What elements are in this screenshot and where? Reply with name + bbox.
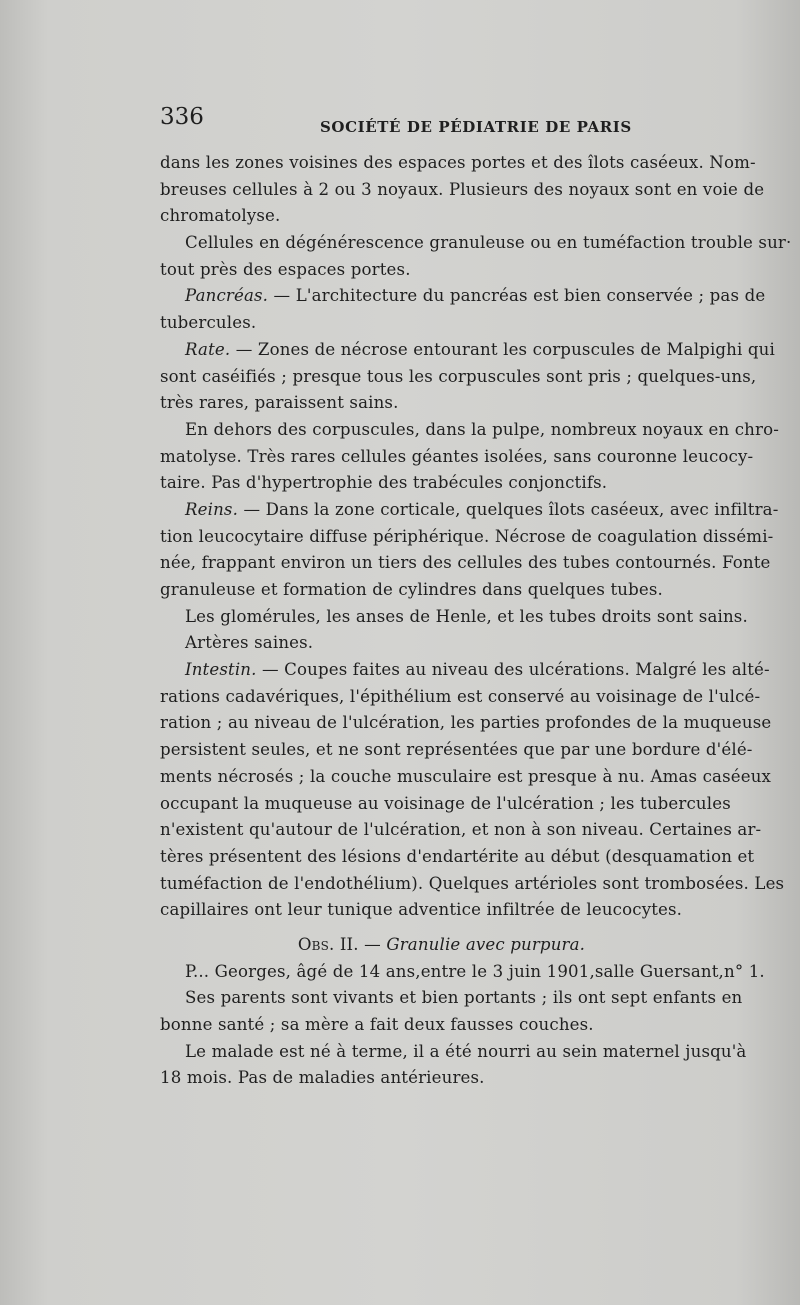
text-line: persistent seules, et ne sont représentées que par une bordure d'élé-: [160, 740, 753, 760]
text-line: très rares, paraissent sains.: [160, 393, 399, 413]
text-line: tion leucocytaire diffuse périphérique. Nécrose de coagulation dissémi-: [160, 526, 774, 546]
text-line: En dehors des corpuscules, dans la pulpe, nombreux noyaux en chro-: [185, 419, 780, 439]
text-line: — Dans la zone corticale, quelques îlots caséeux, avec infiltra-: [243, 499, 779, 519]
text-line: — Coupes faites au niveau des ulcérations. Malgré les alté-: [261, 660, 770, 680]
text-line: tuméfaction de l'endothélium). Quelques artérioles sont trombosées. Les: [160, 873, 785, 893]
text-line: occupant la muqueuse au voisinage de l'ulcération ; les tubercules: [160, 793, 731, 813]
text-line: Cellules en dégénérescence granuleuse ou en tuméfaction trouble sur·: [185, 233, 792, 253]
observation-heading: [160, 932, 723, 959]
text-line: née, frappant environ un tiers des cellules des tubes contournés. Fonte: [160, 553, 771, 573]
text-line: tubercules.: [160, 313, 257, 333]
text-line: Artères saines.: [185, 633, 314, 653]
observation-label: Obs. II.: [297, 934, 359, 954]
text-line: breuses cellules à 2 ou 3 noyaux. Plusieurs des noyaux sont en voie de: [160, 179, 765, 199]
text-line: bonne santé ; sa mère a fait deux fausses couches.: [160, 1015, 594, 1034]
text-line: tères présentent des lésions d'endartérite au début (desquamation et: [160, 846, 755, 866]
text-line: 18 mois. Pas de maladies antérieures.: [160, 1068, 485, 1088]
text-line: matolyse. Très rares cellules géantes isolées, sans couronne leucocy-: [160, 446, 754, 466]
heading-reins: Reins.: [185, 499, 238, 519]
text-line: granuleuse et formation de cylindres dans quelques tubes.: [160, 580, 663, 599]
heading-rate: Rate.: [185, 339, 231, 359]
text-line: — L'architecture du pancréas est bien conservée ; pas de: [273, 286, 766, 306]
paragraph-pancreas: [160, 283, 766, 310]
text-line: — Zones de nécrose entourant les corpuscules de Malpighi qui: [235, 339, 775, 359]
running-title: SOCIÉTÉ DE PÉDIATRIE DE PARIS: [320, 118, 632, 136]
text-line: P... Georges, âgé de 14 ans,entre le 3 juin 1901,salle Guersant,n° 1.: [185, 961, 765, 981]
page-header: [160, 104, 720, 140]
text-line: chromatolyse.: [160, 206, 281, 226]
heading-pancreas: Pancréas.: [185, 286, 269, 306]
body-text: [160, 150, 792, 1092]
text-line: taire. Pas d'hypertrophie des trabécules conjonctifs.: [160, 473, 608, 493]
text-line: sont caséifiés ; presque tous les corpuscules sont pris ; quelques-uns,: [160, 366, 757, 386]
paragraph-reins: [160, 497, 779, 524]
paragraph-intestin: [160, 657, 770, 684]
text-line: ration ; au niveau de l'ulcération, les parties profondes de la muqueuse: [160, 713, 772, 733]
text-line: Le malade est né à terme, il a été nourri au sein maternel jusqu'à: [185, 1041, 747, 1061]
text-line: dans les zones voisines des espaces portes et des îlots caséeux. Nom-: [160, 153, 756, 172]
text-line: Ses parents sont vivants et bien portants ; ils ont sept enfants en: [185, 988, 743, 1008]
text-line: rations cadavériques, l'épithélium est conservé au voisinage de l'ulcé-: [160, 686, 761, 706]
paragraph-rate: [160, 337, 775, 364]
page-number: 336: [160, 104, 204, 130]
text-line: Les glomérules, les anses de Henle, et les tubes droits sont sains.: [185, 606, 748, 626]
text-line: tout près des espaces portes.: [160, 259, 411, 279]
heading-intestin: Intestin.: [185, 660, 257, 680]
text-line: capillaires ont leur tunique adventice infiltrée de leucocytes.: [160, 900, 683, 920]
observation-dash: —: [364, 934, 381, 954]
observation-title: Granulie avec purpura.: [386, 934, 586, 954]
text-line: ments nécrosés ; la couche musculaire est presque à nu. Amas caséeux: [160, 766, 772, 786]
text-line: n'existent qu'autour de l'ulcération, et non à son niveau. Certaines ar-: [160, 820, 762, 840]
